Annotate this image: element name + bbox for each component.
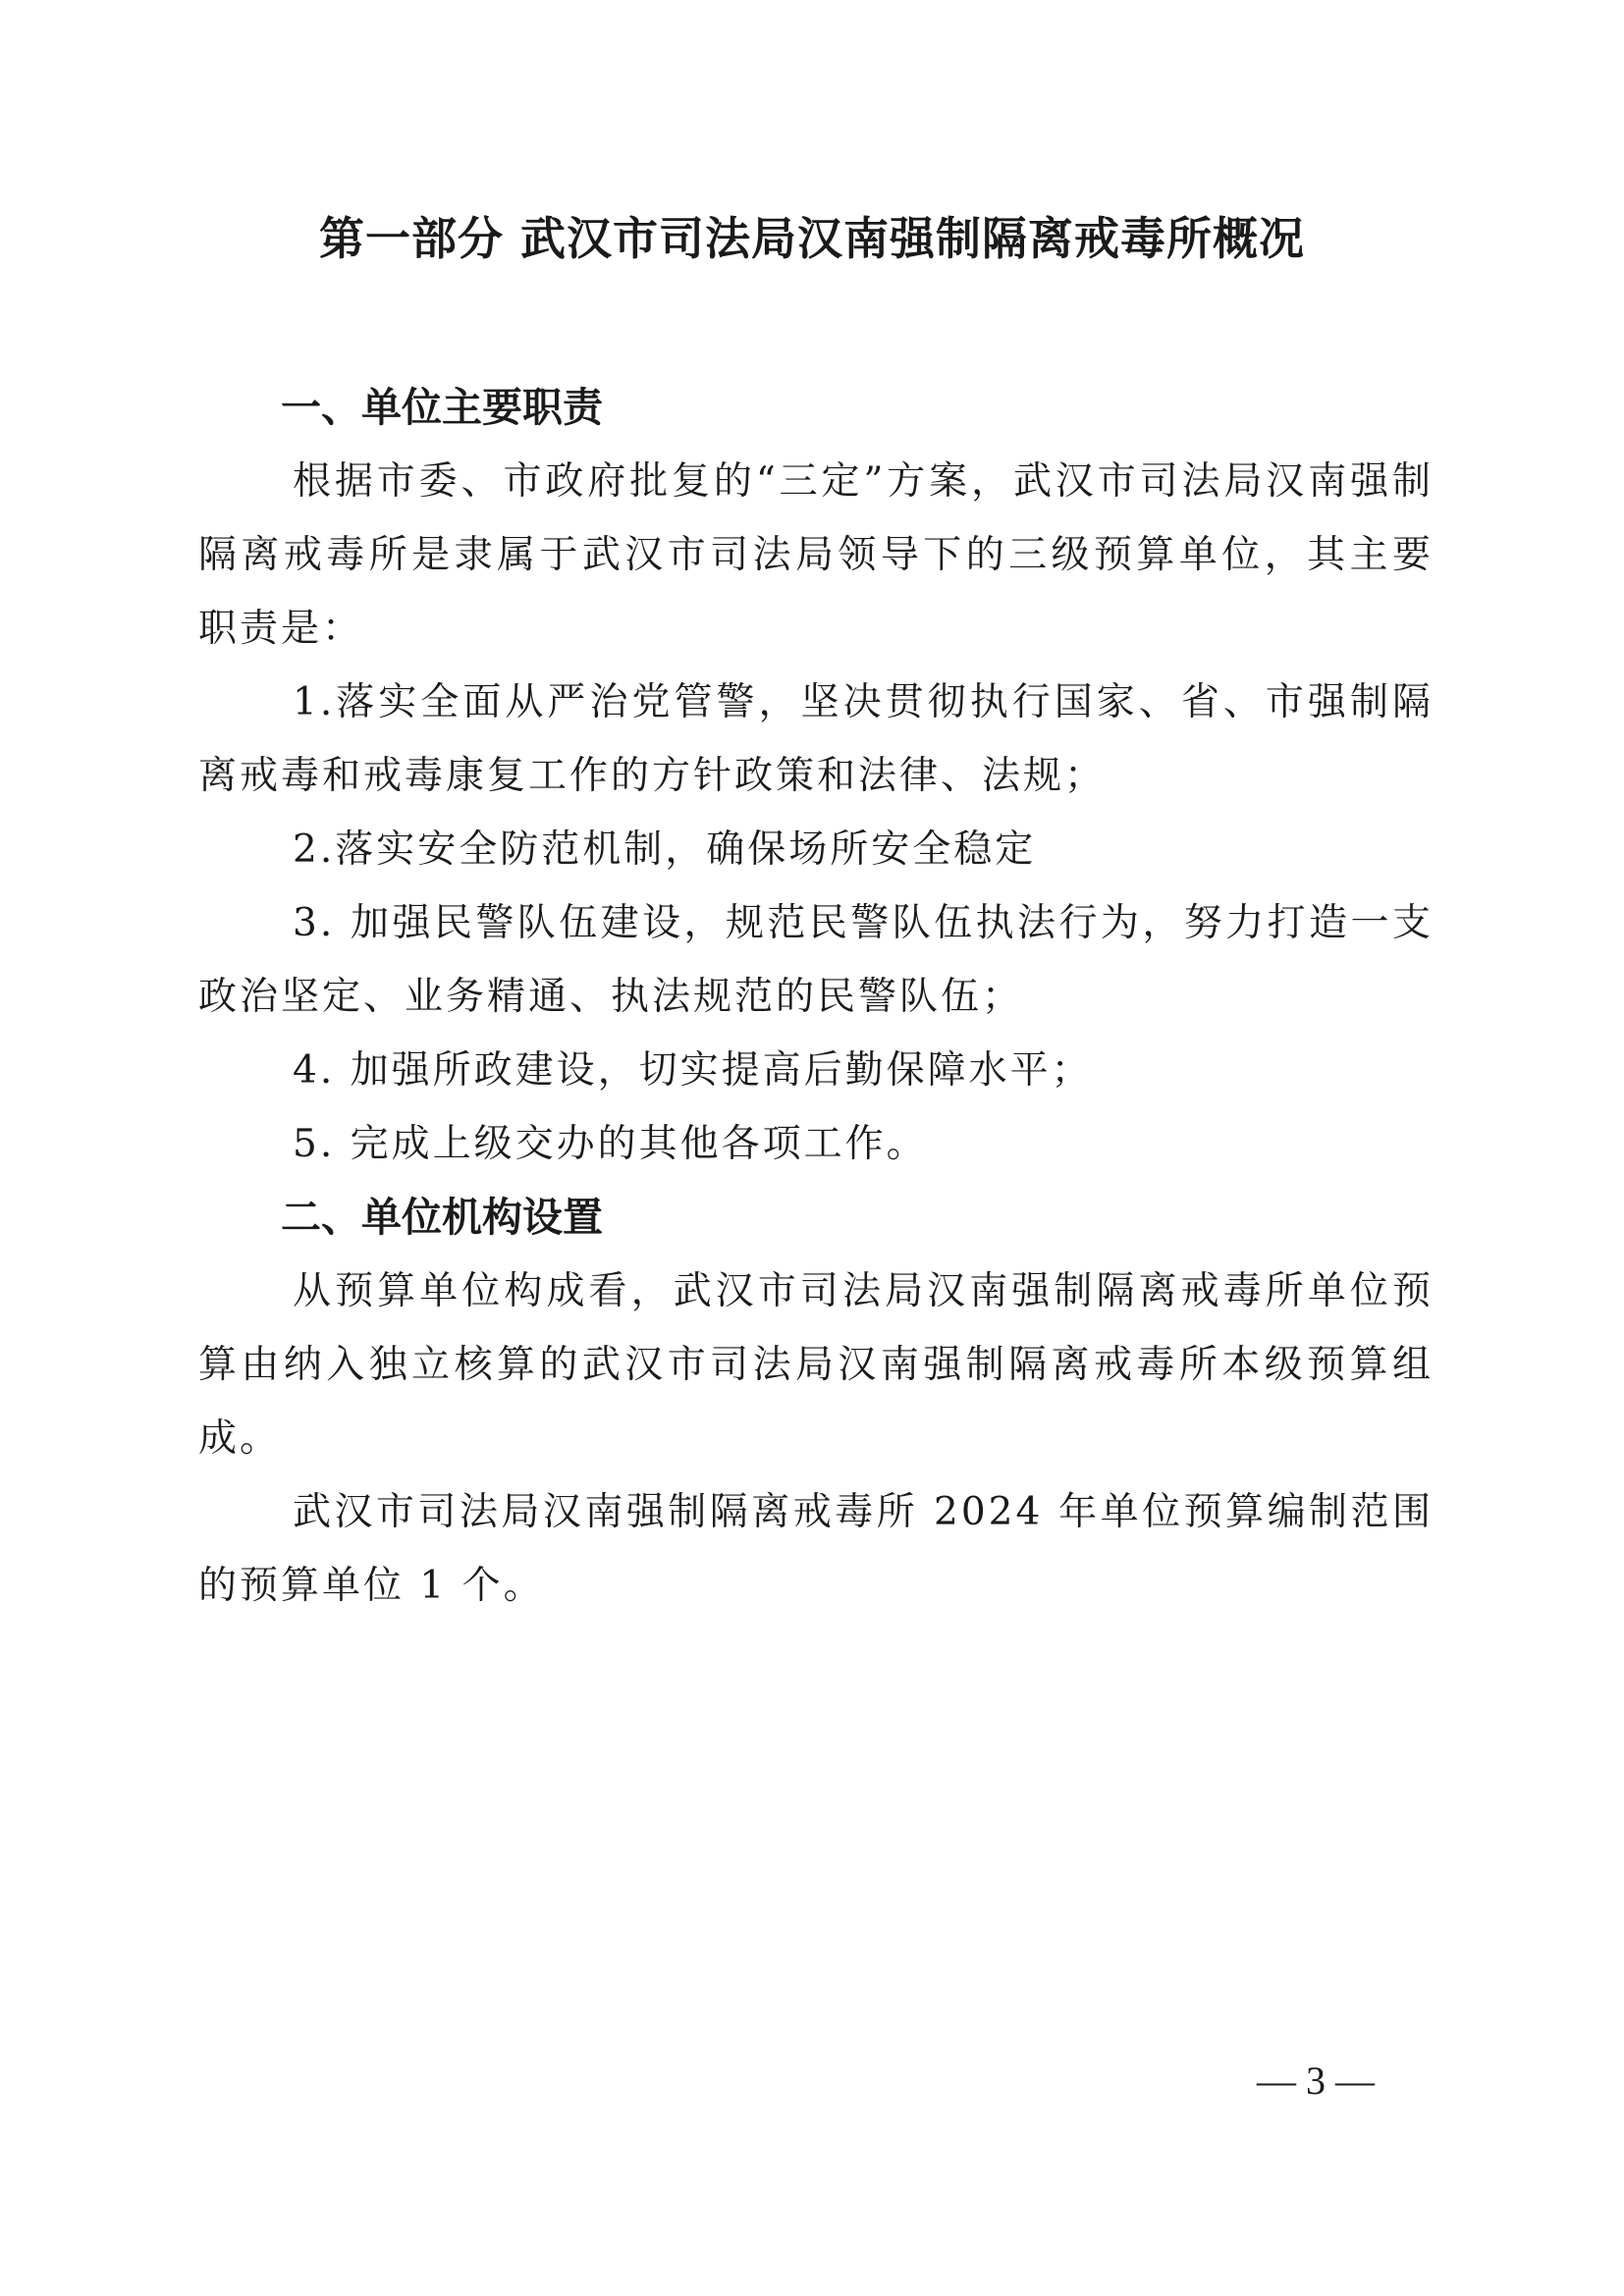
section-heading-responsibilities: 一、单位主要职责 xyxy=(281,384,603,431)
organization-paragraph: 从预算单位构成看，武汉市司法局汉南强制隔离戒毒所单位预算由纳入独立核算的武汉市司法局汉南强制隔离戒毒所本级预算组成。 xyxy=(198,1269,1434,1461)
responsibility-item: 2.落实安全防范机制，确保场所安全稳定 xyxy=(293,828,1037,872)
page-title: 第一部分 武汉市司法局汉南强制隔离戒毒所概况 xyxy=(318,212,1305,265)
responsibility-item: 5. 完成上级交办的其他各项工作。 xyxy=(293,1122,928,1166)
responsibility-item: 1.落实全面从严治党管警，坚决贯彻执行国家、省、市强制隔离戒毒和戒毒康复工作的方针政策和法律、法规； xyxy=(198,680,1434,798)
document-body xyxy=(198,371,1434,1623)
responsibility-item: 4. 加强所政建设，切实提高后勤保障水平； xyxy=(293,1048,1093,1093)
organization-paragraph: 武汉市司法局汉南强制隔离戒毒所 2024 年单位预算编制范围的预算单位 1 个。 xyxy=(198,1490,1434,1608)
section-heading-organization: 二、单位机构设置 xyxy=(281,1194,603,1241)
page-number: — 3 — xyxy=(1257,2058,1375,2103)
responsibilities-intro: 根据市委、市政府批复的“三定”方案，武汉市司法局汉南强制隔离戒毒所是隶属于武汉市司法局领导下的三级预算单位，其主要职责是： xyxy=(198,459,1434,651)
responsibility-item: 3. 加强民警队伍建设，规范民警队伍执法行为，努力打造一支政治坚定、业务精通、执法规范的民警队伍； xyxy=(198,901,1434,1019)
